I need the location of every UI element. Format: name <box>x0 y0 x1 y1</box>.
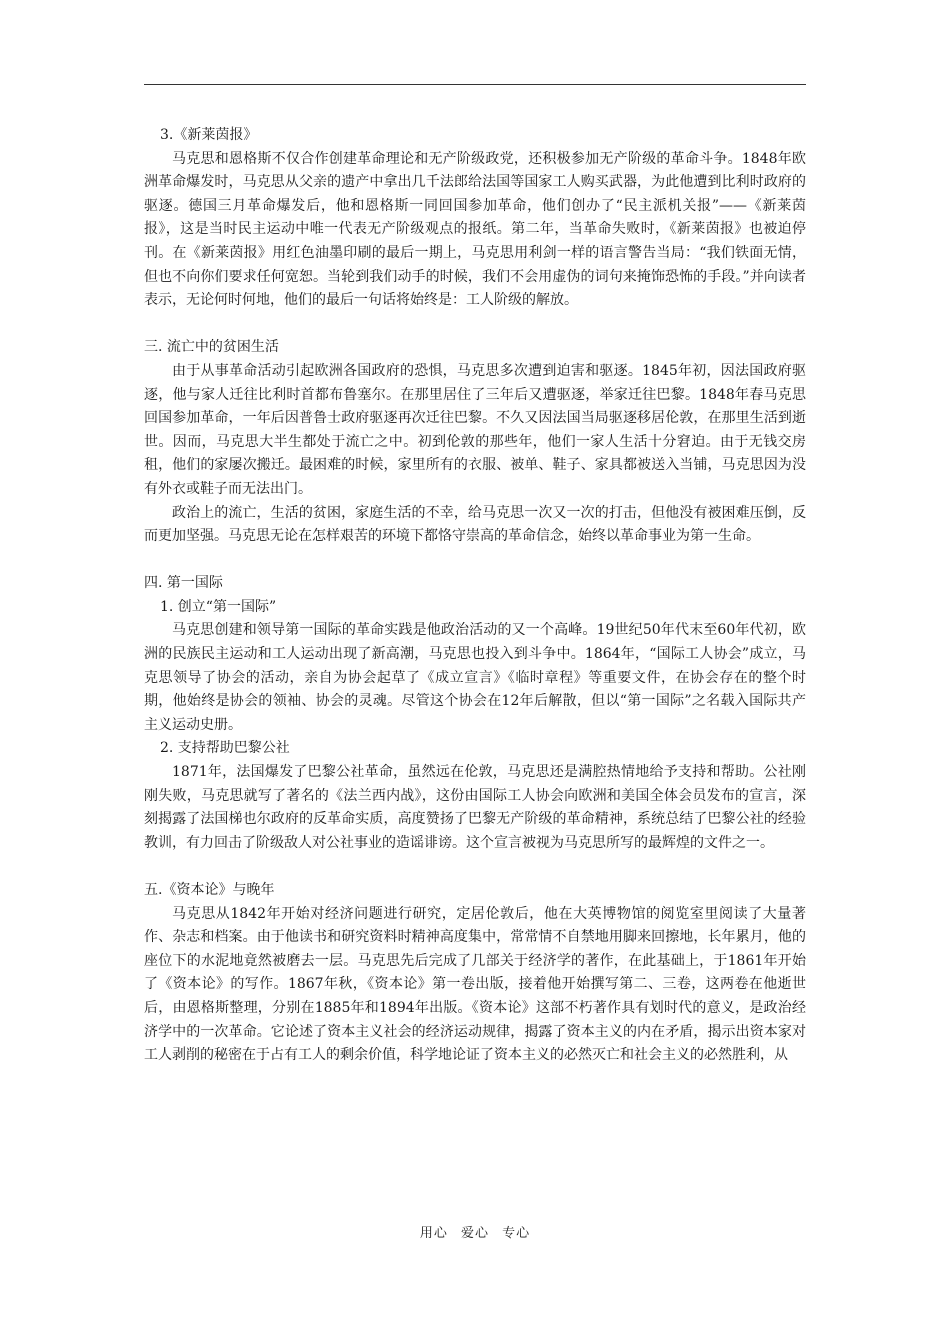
subsection-heading: 2. 支持帮助巴黎公社 <box>160 740 290 757</box>
section-heading: 三. 流亡中的贫困生活 <box>144 339 279 356</box>
page-footer <box>0 1222 950 1241</box>
paragraph: 马克思从1842年开始对经济问题进行研究，定居伦敦后，他在大英博物馆的阅览室里阅读了大量著作、杂志和档案。由于他读书和研究资料时精神高度集中，常常情不自禁地用脚来回擦地，长年累月，他的座位下的水泥地竟然被磨去一层。马克思先后完成了几部关于经济学的著作，在此基础上，于1861年开始了《资本论》的写作。1867年秋，《资本论》第一卷出版，接着他开始撰写第二、三卷，这两卷在他逝世后，由恩格斯整理，分别在1885年和1894年出版。《资本论》这部不朽著作具有划时代的意义，是政治经济学中的一次革命。它论述了资本主义社会的经济运动规律，揭露了资本主义的内在矛盾，揭示出资本家对工人剥削的秘密在于占有工人的剩余价值，科学地论证了资本主义的必然灭亡和社会主义的必然胜利，从 <box>144 905 806 1064</box>
section-heading: 四. 第一国际 <box>144 575 223 592</box>
paragraph: 马克思创建和领导第一国际的革命实践是他政治活动的又一个高峰。19世纪50年代末至60年代初，欧洲的民族民主运动和工人运动出现了新高潮，马克思也投入到斗争中。1864年，“国际工人协会”成立，马克思领导了协会的活动，亲自为协会起草了《成立宣言》《临时章程》等重要文件，在协会存在的整个时期，他始终是协会的领袖、协会的灵魂。尽管这个协会在12年后解散，但以“第一国际”之名载入国际共产主义运动史册。 <box>144 622 806 733</box>
section-heading: 五.《资本论》与晚年 <box>144 882 275 898</box>
subsection-heading: 1. 创立“第一国际” <box>160 598 277 615</box>
paragraph: 马克思和恩格斯不仅合作创建革命理论和无产阶级政党，还积极参加无产阶级的革命斗争。1848年欧洲革命爆发时，马克思从父亲的遗产中拿出几千法郎给法国等国家工人购买武器，为此他遭到比利时政府的驱逐。德国三月革命爆发后，他和恩格斯一同回国参加革命，他们创办了“民主派机关报”——《新莱茵报》，这是当时民主运动中唯一代表无产阶级观点的报纸。第二年，当革命失败时，《新莱茵报》也被迫停刊。在《新莱茵报》用红色油墨印刷的最后一期上，马克思用利剑一样的语言警告当局：“我们铁面无情，但也不向你们要求任何宽恕。当轮到我们动手的时候，我们不会用虚伪的词句来掩饰恐怖的手段。”并向读者表示，无论何时何地，他们的最后一句话将始终是：工人阶级的解放。 <box>144 150 806 309</box>
footer-word: 专心 <box>502 1226 531 1241</box>
paragraph: 政治上的流亡，生活的贫困，家庭生活的不幸，给马克思一次又一次的打击，但他没有被困难压倒，反而更加坚强。马克思无论在怎样艰苦的环境下都恪守崇高的革命信念，始终以革命事业为第一生命。 <box>144 504 806 545</box>
footer-word: 用心 <box>419 1226 448 1241</box>
paragraph: 由于从事革命活动引起欧洲各国政府的恐惧，马克思多次遭到迫害和驱逐。1845年初，因法国政府驱逐，他与家人迁往比利时首都布鲁塞尔。在那里居住了三年后又遭驱逐，举家迁往巴黎。1848年春马克思回国参加革命，一年后因普鲁士政府驱逐再次迁往巴黎。不久又因法国当局驱逐移居伦敦，在那里生活到逝世。因而，马克思大半生都处于流亡之中。初到伦敦的那些年，他们一家人生活十分窘迫。由于无钱交房租，他们的家屡次搬迁。最困难的时候，家里所有的衣服、被单、鞋子、家具都被送入当铺，马克思因为没有外衣或鞋子而无法出门。 <box>144 362 806 497</box>
paragraph: 1871年，法国爆发了巴黎公社革命，虽然远在伦敦，马克思还是满腔热情地给予支持和帮助。公社刚刚失败，马克思就写了著名的《法兰西内战》，这份由国际工人协会向欧洲和美国全体会员发布的宣言，深刻揭露了法国梯也尔政府的反革命实质，高度赞扬了巴黎无产阶级的革命精神，系统总结了巴黎公社的经验教训，有力回击了阶级敌人对公社事业的造谣诽谤。这个宣言被视为马克思所写的最辉煌的文件之一。 <box>144 764 806 851</box>
header-rule <box>144 84 806 85</box>
section-heading: 3.《新莱茵报》 <box>160 127 258 143</box>
footer-word: 爱心 <box>460 1226 489 1241</box>
document-body <box>144 124 806 1068</box>
